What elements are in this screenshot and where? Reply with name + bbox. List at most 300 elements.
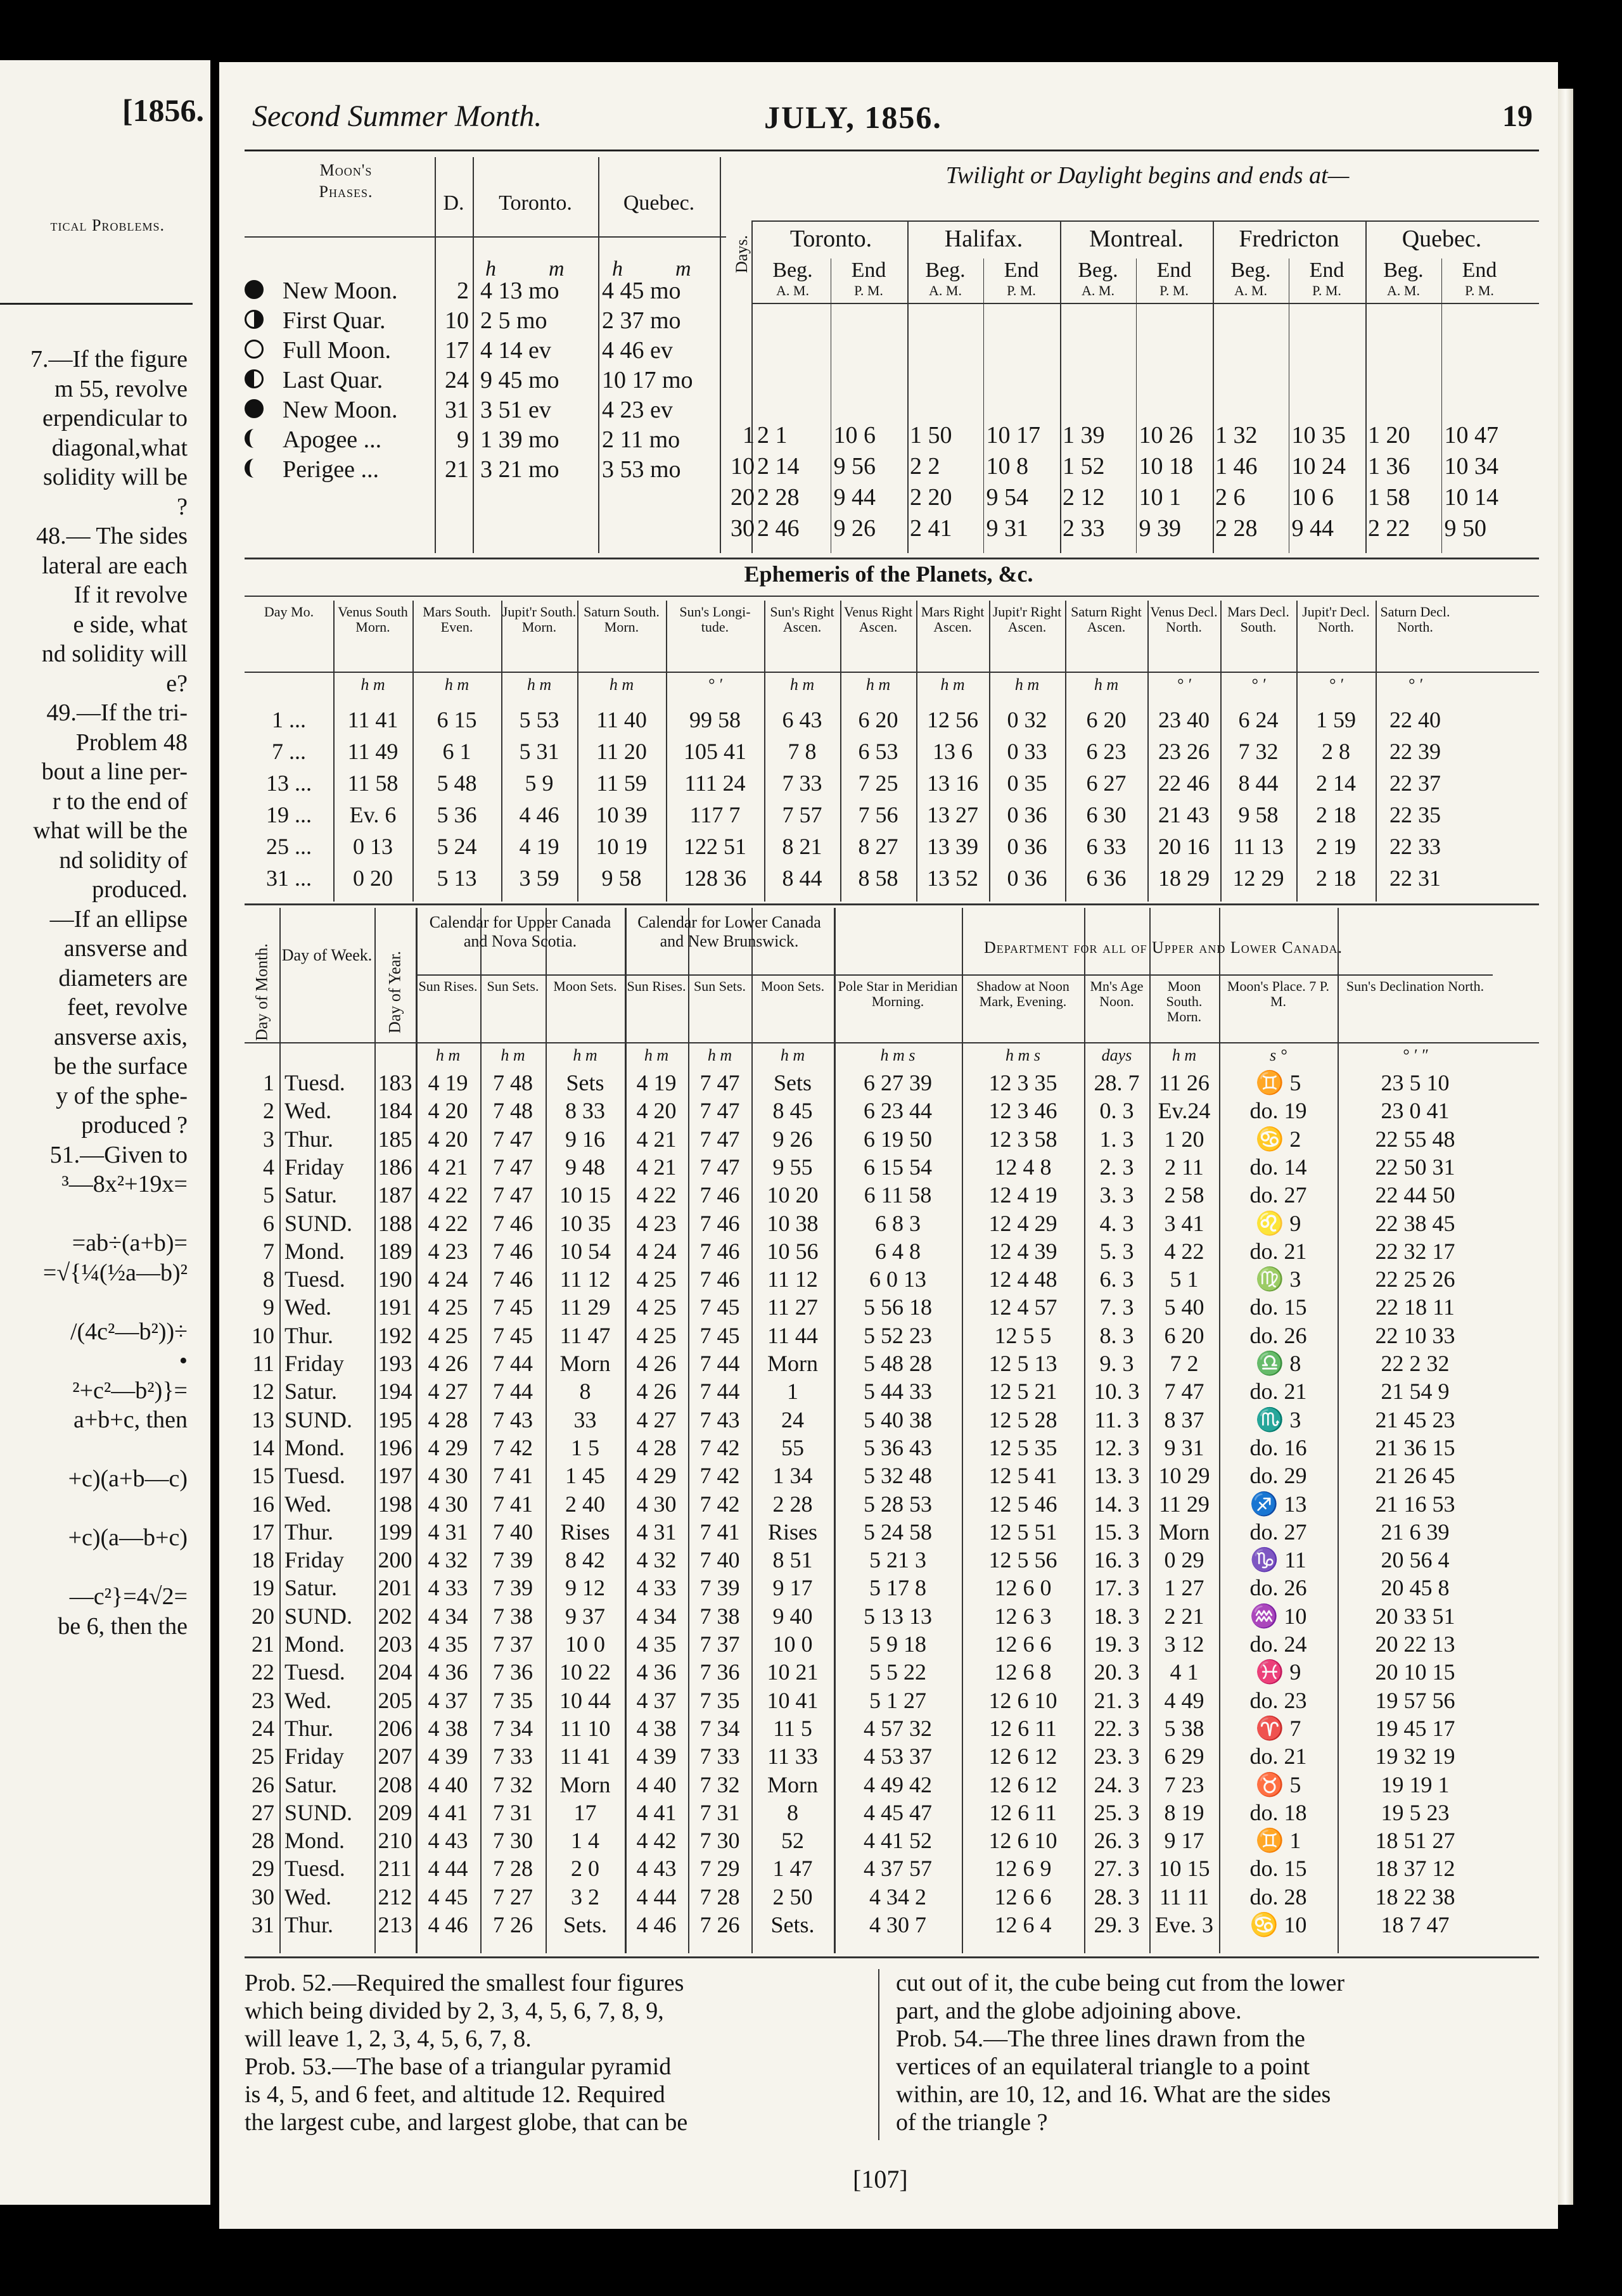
twilight-time: 9 31	[986, 515, 1028, 542]
twilight-rule	[751, 220, 1539, 222]
calendar-cell: 12 5 46	[988, 1491, 1057, 1517]
ephemeris-cell: 6 15	[437, 707, 477, 732]
calendar-sub-header: Moon Sets.	[553, 978, 617, 994]
calendar-cell: 12 6 0	[994, 1575, 1052, 1601]
calendar-cell: 4 39	[636, 1744, 677, 1770]
calendar-cell: ♌ 9	[1255, 1210, 1301, 1236]
calendar-cell: Sets.	[563, 1912, 607, 1937]
calendar-cell: 4 27	[428, 1379, 468, 1405]
left-page-line: nd solidity of	[59, 846, 188, 874]
calendar-cell: 4 37	[636, 1687, 677, 1713]
phase-day: 24	[445, 367, 469, 393]
calendar-cell: 4 29	[428, 1434, 468, 1460]
calendar-cell: 17	[573, 1799, 597, 1825]
calendar-cell: Tuesd.	[284, 1266, 345, 1292]
calendar-cell: 7 48	[493, 1070, 533, 1095]
calendar-cell: 19 5 23	[1381, 1799, 1450, 1825]
calendar-cell: 184	[378, 1098, 412, 1124]
ephemeris-cell: 25 ...	[266, 834, 312, 859]
ephemeris-cell: 5 53	[519, 707, 559, 732]
phases-header-quebec: Quebec.	[623, 191, 695, 215]
twilight-time: 10 18	[1139, 453, 1193, 480]
calendar-cell: 1 47	[772, 1856, 813, 1882]
calendar-cell: 7 42	[699, 1491, 740, 1517]
calendar-cell: 4 25	[428, 1322, 468, 1348]
calendar-cell: Satur.	[284, 1771, 338, 1797]
calendar-cell: 4 41	[636, 1799, 677, 1825]
problem-text-line: cut out of it, the cube being cut from the lower	[896, 1970, 1345, 1996]
calendar-cell: 6 11 58	[864, 1182, 932, 1208]
calendar-cell: 190	[378, 1266, 412, 1292]
twilight-time: 10 47	[1444, 422, 1498, 449]
calendar-cell: 5 13 13	[864, 1603, 932, 1629]
calendar-unit: days	[1101, 1046, 1132, 1064]
calendar-cell: Sets	[773, 1070, 812, 1095]
twilight-days-label: Days.	[732, 235, 751, 273]
calendar-cell: 5 36 43	[864, 1434, 932, 1460]
ephemeris-cell: 6 24	[1238, 707, 1279, 732]
calendar-cell: ♉ 5	[1255, 1771, 1301, 1797]
calendar-cell: 3 41	[1164, 1210, 1204, 1236]
calendar-cell: 202	[378, 1603, 412, 1629]
calendar-cell: 21 6 39	[1381, 1519, 1450, 1545]
problem-53-line: the largest cube, and largest globe, that can be	[245, 2109, 688, 2136]
calendar-cell: 4 45	[428, 1884, 468, 1910]
ephemeris-cell: 10 19	[596, 834, 648, 859]
calendar-cell: 4 38	[428, 1715, 468, 1741]
calendar-cell: 20 10 15	[1375, 1659, 1455, 1685]
phase-time-toronto: 3 21 mo	[480, 456, 559, 483]
phase-name: Apogee ...	[283, 426, 382, 453]
calendar-cell: 7 45	[493, 1294, 533, 1320]
calendar-cell: 4 41 52	[864, 1828, 932, 1854]
calendar-cell: 183	[378, 1070, 412, 1095]
ephemeris-unit: h m	[1014, 675, 1040, 694]
calendar-unit: h m	[435, 1046, 461, 1064]
twilight-time: 10 35	[1291, 422, 1346, 449]
left-page-year: [1856.	[122, 92, 204, 128]
phases-header-day: D.	[443, 191, 464, 215]
twilight-pm-label: P. M.	[1007, 283, 1036, 298]
twilight-end-label: End	[1156, 258, 1192, 282]
calendar-unit: h m s	[1006, 1046, 1040, 1064]
calendar-cell: 12 6 8	[994, 1659, 1052, 1685]
ephemeris-header: Sun's Longi- tude.	[679, 604, 751, 635]
calendar-cell: 201	[378, 1575, 412, 1601]
calendar-cell: SUND.	[284, 1406, 353, 1432]
calendar-cell: 24. 3	[1094, 1771, 1140, 1797]
calendar-cell: 204	[378, 1659, 412, 1685]
calendar-cell: SUND.	[284, 1799, 353, 1825]
left-page-line: —c²}=4√2=	[69, 1583, 188, 1610]
calendar-cell: 10 0	[565, 1631, 605, 1657]
calendar-cell: 7 46	[699, 1210, 740, 1236]
twilight-day: 30	[731, 515, 755, 542]
ephemeris-unit: h m	[940, 675, 965, 694]
calendar-cell: 4 28	[636, 1434, 677, 1460]
new-moon-icon	[245, 399, 264, 418]
ephemeris-cell: 0 36	[1007, 834, 1047, 859]
ephemeris-unit: h m	[789, 675, 815, 694]
calendar-cell: 12 6 10	[988, 1828, 1057, 1854]
calendar-cell: 6 15 54	[864, 1154, 932, 1180]
calendar-cell: Wed.	[284, 1884, 332, 1910]
calendar-cell: 2 40	[565, 1491, 605, 1517]
calendar-sub-header: Moon Sets.	[760, 978, 825, 994]
left-page-rule	[0, 303, 193, 305]
calendar-cell: 13. 3	[1094, 1463, 1140, 1489]
calendar-cell: 8 45	[772, 1098, 813, 1124]
calendar-cell: 210	[378, 1828, 412, 1854]
phase-time-quebec: 3 53 mo	[602, 456, 681, 483]
phase-time-toronto: 2 5 mo	[480, 307, 547, 334]
calendar-cell: do. 14	[1249, 1154, 1307, 1180]
calendar-cell: 4 28	[428, 1406, 468, 1432]
twilight-time: 9 56	[833, 453, 876, 480]
new-moon-icon	[245, 280, 264, 299]
calendar-cell: 12 6 3	[994, 1603, 1052, 1629]
ephemeris-cell: 4 19	[519, 834, 559, 859]
calendar-cell: 7 46	[493, 1266, 533, 1292]
calendar-cell: 2 28	[772, 1491, 813, 1517]
calendar-cell: 7 35	[493, 1687, 533, 1713]
calendar-cell: 7 43	[493, 1406, 533, 1432]
twilight-time: 2 20	[910, 484, 952, 511]
calendar-cell: 7 39	[699, 1575, 740, 1601]
calendar-cell: 21. 3	[1094, 1687, 1140, 1713]
twilight-time: 9 50	[1444, 515, 1486, 542]
ephemeris-cell: 5 13	[437, 865, 477, 891]
ephemeris-header: Saturn Right Ascen.	[1071, 604, 1142, 635]
calendar-cell: 31	[252, 1912, 274, 1937]
calendar-cell: 18 7 47	[1381, 1912, 1450, 1937]
calendar-cell: 195	[378, 1406, 412, 1432]
calendar-cell: do. 27	[1249, 1182, 1307, 1208]
calendar-cell: Rises	[767, 1519, 817, 1545]
calendar-cell: 11 26	[1159, 1070, 1210, 1095]
calendar-cell: 11 47	[559, 1322, 611, 1348]
calendar-cell: 7 44	[699, 1351, 740, 1376]
phase-name: Perigee ...	[283, 456, 379, 483]
calendar-cell: Wed.	[284, 1294, 332, 1320]
calendar-cell: 5 28 53	[864, 1491, 932, 1517]
calendar-cell: 4 25	[636, 1266, 677, 1292]
left-page-line: ansverse axis,	[53, 1023, 188, 1050]
calendar-cell: do. 23	[1249, 1687, 1307, 1713]
twilight-time: 2 28	[757, 484, 800, 511]
calendar-cell: 19 57 56	[1375, 1687, 1455, 1713]
calendar-cell: 6 4 8	[875, 1238, 921, 1264]
calendar-cell: 14	[252, 1434, 274, 1460]
calendar-cell: 7 30	[493, 1828, 533, 1854]
calendar-cell: 15	[252, 1463, 274, 1489]
ephemeris-cell: 11 13	[1233, 834, 1284, 859]
calendar-cell: 4 43	[636, 1856, 677, 1882]
ephemeris-header: Venus Decl. North.	[1150, 604, 1218, 635]
moon-phase-icon	[245, 397, 270, 422]
calendar-cell: 11 29	[559, 1294, 611, 1320]
left-page-line: •	[179, 1348, 188, 1374]
calendar-cell: 18 22 38	[1375, 1884, 1455, 1910]
calendar-cell: 16. 3	[1094, 1547, 1140, 1573]
ephemeris-header: Saturn Decl. North.	[1380, 604, 1450, 635]
calendar-cell: 23 0 41	[1381, 1098, 1450, 1124]
moon-phase-icon	[245, 277, 270, 303]
calendar-cell: Morn	[559, 1351, 611, 1376]
twilight-time: 2 22	[1368, 515, 1410, 542]
problem-text-line: vertices of an equilateral triangle to a point	[896, 2053, 1310, 2080]
left-page-line: e?	[166, 670, 188, 697]
calendar-cell: 18. 3	[1094, 1603, 1140, 1629]
left-page-line: y of the sphe-	[56, 1082, 188, 1109]
calendar-cell: 11 41	[559, 1744, 611, 1770]
calendar-cell: ♒ 10	[1249, 1603, 1307, 1629]
twilight-time: 1 36	[1368, 453, 1410, 480]
calendar-unit: h m	[780, 1046, 805, 1064]
left-page-line: =ab÷(a+b)=	[72, 1230, 188, 1256]
ephemeris-unit: h m	[444, 675, 469, 694]
calendar-cell: 11 11	[1159, 1884, 1210, 1910]
calendar-cell: Thur.	[284, 1715, 333, 1741]
ephemeris-unit: h m	[361, 675, 385, 694]
calendar-cell: 11 5	[773, 1715, 812, 1741]
calendar-cell: 24	[252, 1715, 274, 1741]
calendar-cell: 199	[378, 1519, 412, 1545]
calendar-cell: 29	[252, 1856, 274, 1882]
moon-phase-icon	[245, 456, 270, 482]
calendar-cell: 25. 3	[1094, 1799, 1140, 1825]
ephemeris-cell: 23 26	[1158, 739, 1210, 764]
calendar-cell: ♈ 7	[1255, 1715, 1301, 1741]
ephemeris-cell: 22 39	[1389, 739, 1441, 764]
calendar-cell: 12 6 6	[994, 1631, 1052, 1657]
ephemeris-cell: 22 37	[1389, 770, 1441, 796]
calendar-cell: 7 44	[699, 1379, 740, 1405]
ephemeris-cell: 2 18	[1316, 802, 1356, 827]
ephemeris-cell: 8 27	[858, 834, 898, 859]
calendar-cell: 12 6 11	[989, 1715, 1057, 1741]
ephemeris-cell: 0 36	[1007, 802, 1047, 827]
last-quarter-icon	[245, 369, 264, 388]
book-spine-edge	[1558, 89, 1573, 2205]
calendar-cell: Sets	[566, 1070, 604, 1095]
calendar-cell: ♊ 1	[1255, 1828, 1301, 1854]
calendar-cell: 7 36	[493, 1659, 533, 1685]
ephemeris-unit: ° ′	[1329, 675, 1343, 694]
twilight-beg-label: Beg.	[1230, 258, 1271, 282]
calendar-cell: 12 6 6	[994, 1884, 1052, 1910]
calendar-cell: 12 5 35	[988, 1434, 1057, 1460]
problem-52-line: which being divided by 2, 3, 4, 5, 6, 7, 8, 9,	[245, 1998, 664, 2024]
twilight-end-label: End	[1462, 258, 1497, 282]
calendar-cell: do. 19	[1249, 1098, 1307, 1124]
calendar-cell: 4 40	[636, 1771, 677, 1797]
left-page-line: Problem 48	[75, 729, 188, 756]
calendar-cell: do. 15	[1249, 1856, 1307, 1882]
calendar-cell: 10. 3	[1094, 1379, 1140, 1405]
ephemeris-unit: ° ′	[1251, 675, 1266, 694]
calendar-cell: 4 45 47	[864, 1799, 932, 1825]
phase-time-quebec: 4 45 mo	[602, 277, 681, 304]
calendar-cell: 18	[252, 1547, 274, 1573]
calendar-cell: 11. 3	[1094, 1406, 1139, 1432]
calendar-cell: 4 32	[428, 1547, 468, 1573]
calendar-cell: 4 22	[1164, 1238, 1204, 1264]
calendar-cell: do. 15	[1249, 1294, 1307, 1320]
calendar-cell: 21 36 15	[1375, 1434, 1455, 1460]
ephemeris-cell: 6 1	[442, 739, 471, 764]
calendar-cell: do. 21	[1249, 1238, 1307, 1264]
calendar-cell: SUND.	[284, 1603, 353, 1629]
ephemeris-unit: ° ′	[708, 675, 722, 694]
calendar-upper-canada-title: Calendar for Upper Canada and Nova Scotia.	[429, 913, 611, 950]
calendar-cell: 5. 3	[1099, 1238, 1134, 1264]
twilight-time: 2 12	[1063, 484, 1105, 511]
left-page-line: ³—8x²+19x=	[61, 1171, 188, 1197]
calendar-cell: 1	[263, 1070, 274, 1095]
calendar-cell: Thur.	[284, 1912, 333, 1937]
calendar-cell: 10	[252, 1322, 274, 1348]
ephemeris-cell: 22 35	[1389, 802, 1441, 827]
twilight-time: 9 44	[833, 484, 876, 511]
ephemeris-header: Sun's Right Ascen.	[770, 604, 834, 635]
calendar-cell: 20 45 8	[1381, 1575, 1450, 1601]
calendar-cell: ♋ 2	[1255, 1126, 1301, 1152]
calendar-cell: 21 16 53	[1375, 1491, 1455, 1517]
ephemeris-cell: 0 20	[353, 865, 393, 891]
calendar-cell: 3 12	[1164, 1631, 1204, 1657]
calendar-cell: Mond.	[284, 1828, 345, 1854]
calendar-cell: 7 31	[493, 1799, 533, 1825]
calendar-cell: Tuesd.	[284, 1659, 345, 1685]
ephemeris-cell: 6 53	[858, 739, 898, 764]
ephemeris-cell: 5 9	[525, 770, 554, 796]
calendar-cell: 2 50	[772, 1884, 813, 1910]
twilight-time: 10 26	[1139, 422, 1193, 449]
ephemeris-cell: 7 8	[788, 739, 817, 764]
calendar-cell: 13	[252, 1406, 274, 1432]
calendar-cell: 7 33	[699, 1744, 740, 1770]
calendar-cell: 4 30	[428, 1463, 468, 1489]
ephemeris-cell: 11 20	[596, 739, 647, 764]
calendar-cell: 28	[252, 1828, 274, 1854]
left-page-line: e side, what	[73, 611, 188, 638]
ephemeris-cell: 18 29	[1158, 865, 1210, 891]
problem-text-line: Prob. 54.—The three lines drawn from the	[896, 2025, 1305, 2052]
calendar-cell: 8 37	[1164, 1406, 1204, 1432]
calendar-cell: Wed.	[284, 1687, 332, 1713]
calendar-cell: 8	[263, 1266, 274, 1292]
ephemeris-cell: 7 25	[858, 770, 898, 796]
ephemeris-cell: 9 58	[601, 865, 642, 891]
calendar-cell: 4 31	[636, 1519, 677, 1545]
calendar-cell: 4 40	[428, 1771, 468, 1797]
calendar-cell: 7 37	[699, 1631, 740, 1657]
ephemeris-header: Saturn South. Morn.	[584, 604, 660, 635]
left-page-line: 51.—Given to	[49, 1141, 188, 1168]
left-page-line: /(4c²—b²))÷	[70, 1318, 188, 1345]
calendar-cell: Mond.	[284, 1238, 345, 1264]
calendar-cell: 27	[252, 1799, 274, 1825]
ephemeris-cell: 22 46	[1158, 770, 1210, 796]
twilight-end-label: End	[1004, 258, 1039, 282]
calendar-cell: 9	[263, 1294, 274, 1320]
phase-time-quebec: 2 37 mo	[602, 307, 681, 334]
calendar-cell: 4 33	[428, 1575, 468, 1601]
calendar-cell: 5	[263, 1182, 274, 1208]
calendar-cell: 20. 3	[1094, 1659, 1140, 1685]
ephemeris-cell: 22 40	[1389, 707, 1441, 732]
left-page-line: If it revolve	[73, 582, 188, 608]
twilight-place-name: Halifax.	[944, 226, 1023, 252]
phases-rule	[245, 236, 726, 238]
left-page-line: +c)(a—b+c)	[68, 1524, 188, 1551]
calendar-cell: Tuesd.	[284, 1070, 345, 1095]
calendar-cell: 7 42	[699, 1463, 740, 1489]
calendar-cell: 1	[787, 1379, 798, 1405]
calendar-cell: do. 26	[1249, 1322, 1307, 1348]
ephemeris-cell: 21 43	[1158, 802, 1210, 827]
twilight-am-label: A. M.	[929, 283, 962, 298]
calendar-cell: Friday	[284, 1744, 344, 1770]
calendar-cell: Morn	[767, 1771, 818, 1797]
twilight-am-label: A. M.	[1387, 283, 1420, 298]
twilight-time: 2 41	[910, 515, 952, 542]
calendar-cell: 4 41	[428, 1799, 468, 1825]
calendar-cell: 14. 3	[1094, 1491, 1140, 1517]
calendar-cell: 7 47	[699, 1070, 740, 1095]
calendar-cell: 11 12	[767, 1266, 818, 1292]
calendar-cell: 7 32	[493, 1771, 533, 1797]
calendar-cell: Mond.	[284, 1434, 345, 1460]
twilight-time: 10 14	[1444, 484, 1498, 511]
calendar-cell: Morn	[1159, 1519, 1210, 1545]
calendar-cell: 12 5 5	[994, 1322, 1052, 1348]
calendar-cell: 7 41	[493, 1463, 533, 1489]
ephemeris-cell: 13 39	[927, 834, 978, 859]
calendar-cell: 7 40	[699, 1547, 740, 1573]
page-header-season: Second Summer Month.	[252, 99, 542, 133]
calendar-cell: 4 34	[428, 1603, 468, 1629]
calendar-cell: 23. 3	[1094, 1744, 1140, 1770]
ephemeris-cell: 13 ...	[266, 770, 312, 796]
calendar-cell: 28. 7	[1094, 1070, 1140, 1095]
calendar-cell: ♐ 13	[1249, 1491, 1307, 1517]
ephemeris-cell: 22 31	[1389, 865, 1441, 891]
calendar-cell: 19	[252, 1575, 274, 1601]
calendar-cell: 22 18 11	[1376, 1294, 1455, 1320]
ephemeris-cell: 6 23	[1086, 739, 1127, 764]
calendar-cell: 6 8 3	[875, 1210, 921, 1236]
calendar-cell: 12 6 10	[988, 1687, 1057, 1713]
calendar-cell: 6 27 39	[864, 1070, 932, 1095]
calendar-cell: 4 44	[428, 1856, 468, 1882]
problem-52-line: will leave 1, 2, 3, 4, 5, 6, 7, 8.	[245, 2025, 532, 2052]
calendar-cell: 19. 3	[1094, 1631, 1140, 1657]
calendar-unit: h m	[644, 1046, 669, 1064]
calendar-cell: 10 35	[559, 1210, 611, 1236]
calendar-cell: Tuesd.	[284, 1463, 345, 1489]
calendar-cell: 4 29	[636, 1463, 677, 1489]
calendar-cell: 7 45	[699, 1322, 740, 1348]
calendar-cell: 12 4 57	[988, 1294, 1057, 1320]
phases-unit-label: m	[675, 257, 691, 281]
ephemeris-cell: 6 20	[1086, 707, 1127, 732]
calendar-cell: 186	[378, 1154, 412, 1180]
calendar-cell: 8 33	[565, 1098, 605, 1124]
calendar-cell: do. 28	[1249, 1884, 1307, 1910]
calendar-cell: 9 37	[565, 1603, 605, 1629]
